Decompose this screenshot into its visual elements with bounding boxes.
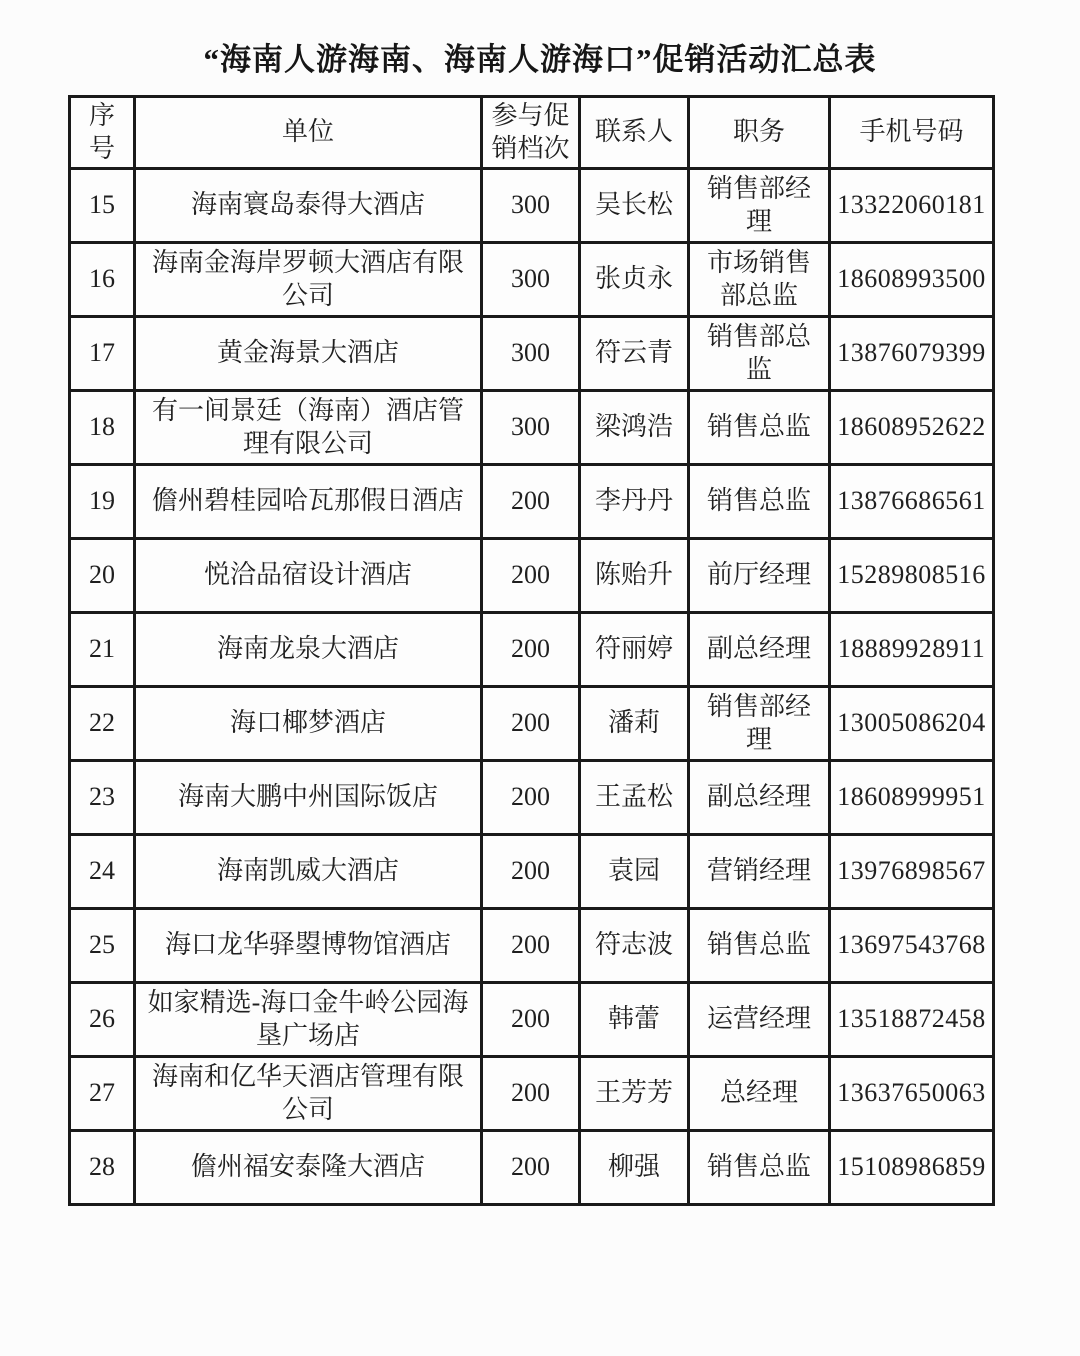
cell-contact: 李丹丹 — [580, 465, 689, 539]
table-row — [70, 761, 994, 835]
cell-phone: 18889928911 — [830, 613, 994, 687]
cell-serial: 20 — [70, 539, 135, 613]
cell-phone: 15289808516 — [830, 539, 994, 613]
cell-title: 销售总监 — [689, 465, 830, 539]
cell-serial: 28 — [70, 1131, 135, 1205]
table-row — [70, 317, 994, 391]
cell-title: 销售部总监 — [689, 317, 830, 391]
cell-phone: 15108986859 — [830, 1131, 994, 1205]
cell-serial: 22 — [70, 687, 135, 761]
table-row — [70, 613, 994, 687]
cell-contact: 柳强 — [580, 1131, 689, 1205]
cell-serial: 17 — [70, 317, 135, 391]
table-row — [70, 1131, 994, 1205]
cell-contact: 符志波 — [580, 909, 689, 983]
table-row — [70, 539, 994, 613]
cell-phone: 13697543768 — [830, 909, 994, 983]
cell-unit: 海南和亿华天酒店管理有限公司 — [135, 1057, 482, 1131]
column-header-title: 职务 — [689, 97, 830, 169]
cell-unit: 儋州碧桂园哈瓦那假日酒店 — [135, 465, 482, 539]
cell-serial: 24 — [70, 835, 135, 909]
column-header-unit: 单位 — [135, 97, 482, 169]
cell-unit: 儋州福安泰隆大酒店 — [135, 1131, 482, 1205]
cell-unit: 黄金海景大酒店 — [135, 317, 482, 391]
cell-unit: 海南龙泉大酒店 — [135, 613, 482, 687]
cell-title: 营销经理 — [689, 835, 830, 909]
cell-tier: 200 — [482, 613, 580, 687]
column-header-phone: 手机号码 — [830, 97, 994, 169]
cell-title: 前厅经理 — [689, 539, 830, 613]
table-row — [70, 391, 994, 465]
cell-tier: 300 — [482, 317, 580, 391]
cell-contact: 王孟松 — [580, 761, 689, 835]
cell-phone: 18608952622 — [830, 391, 994, 465]
cell-serial: 25 — [70, 909, 135, 983]
cell-tier: 200 — [482, 909, 580, 983]
cell-title: 销售部经理 — [689, 687, 830, 761]
cell-title: 销售总监 — [689, 1131, 830, 1205]
cell-unit: 海南大鹏中州国际饭店 — [135, 761, 482, 835]
column-header-tier: 参与促销档次 — [482, 97, 580, 169]
cell-tier: 300 — [482, 169, 580, 243]
table-row — [70, 1057, 994, 1131]
cell-title: 副总经理 — [689, 761, 830, 835]
cell-unit: 有一间景廷（海南）酒店管理有限公司 — [135, 391, 482, 465]
cell-tier: 200 — [482, 761, 580, 835]
cell-unit: 海口椰梦酒店 — [135, 687, 482, 761]
cell-tier: 300 — [482, 243, 580, 317]
column-header-contact: 联系人 — [580, 97, 689, 169]
cell-tier: 200 — [482, 465, 580, 539]
cell-contact: 陈贻升 — [580, 539, 689, 613]
cell-unit: 海南寰岛泰得大酒店 — [135, 169, 482, 243]
table-row — [70, 169, 994, 243]
table-header-row — [70, 97, 994, 169]
cell-unit: 海南金海岸罗顿大酒店有限公司 — [135, 243, 482, 317]
table-row — [70, 909, 994, 983]
cell-tier: 200 — [482, 687, 580, 761]
cell-phone: 13518872458 — [830, 983, 994, 1057]
cell-phone: 13322060181 — [830, 169, 994, 243]
cell-serial: 15 — [70, 169, 135, 243]
cell-serial: 21 — [70, 613, 135, 687]
cell-title: 销售总监 — [689, 909, 830, 983]
cell-phone: 13005086204 — [830, 687, 994, 761]
cell-serial: 23 — [70, 761, 135, 835]
cell-unit: 如家精选-海口金牛岭公园海垦广场店 — [135, 983, 482, 1057]
cell-serial: 27 — [70, 1057, 135, 1131]
cell-unit: 海口龙华驿曌博物馆酒店 — [135, 909, 482, 983]
cell-title: 运营经理 — [689, 983, 830, 1057]
cell-phone: 13876686561 — [830, 465, 994, 539]
cell-contact: 王芳芳 — [580, 1057, 689, 1131]
cell-tier: 300 — [482, 391, 580, 465]
cell-title: 市场销售部总监 — [689, 243, 830, 317]
cell-serial: 18 — [70, 391, 135, 465]
cell-contact: 袁园 — [580, 835, 689, 909]
cell-phone: 18608993500 — [830, 243, 994, 317]
cell-unit: 海南凯威大酒店 — [135, 835, 482, 909]
table-row — [70, 465, 994, 539]
table-row — [70, 835, 994, 909]
cell-tier: 200 — [482, 1057, 580, 1131]
table-row — [70, 687, 994, 761]
cell-contact: 吴长松 — [580, 169, 689, 243]
cell-phone: 13976898567 — [830, 835, 994, 909]
cell-phone: 13876079399 — [830, 317, 994, 391]
cell-tier: 200 — [482, 983, 580, 1057]
summary-table — [68, 95, 995, 1206]
cell-contact: 潘莉 — [580, 687, 689, 761]
cell-title: 销售总监 — [689, 391, 830, 465]
cell-title: 总经理 — [689, 1057, 830, 1131]
cell-contact: 梁鸿浩 — [580, 391, 689, 465]
cell-phone: 13637650063 — [830, 1057, 994, 1131]
cell-contact: 张贞永 — [580, 243, 689, 317]
cell-serial: 19 — [70, 465, 135, 539]
table-row — [70, 243, 994, 317]
cell-serial: 26 — [70, 983, 135, 1057]
page-title: “海南人游海南、海南人游海口”促销活动汇总表 — [203, 42, 877, 77]
table-row — [70, 983, 994, 1057]
cell-tier: 200 — [482, 539, 580, 613]
cell-tier: 200 — [482, 1131, 580, 1205]
cell-unit: 悦洽品宿设计酒店 — [135, 539, 482, 613]
cell-contact: 符云青 — [580, 317, 689, 391]
cell-phone: 18608999951 — [830, 761, 994, 835]
cell-tier: 200 — [482, 835, 580, 909]
cell-title: 销售部经理 — [689, 169, 830, 243]
cell-contact: 韩蕾 — [580, 983, 689, 1057]
cell-serial: 16 — [70, 243, 135, 317]
column-header-serial: 序号 — [70, 97, 135, 169]
cell-contact: 符丽婷 — [580, 613, 689, 687]
cell-title: 副总经理 — [689, 613, 830, 687]
